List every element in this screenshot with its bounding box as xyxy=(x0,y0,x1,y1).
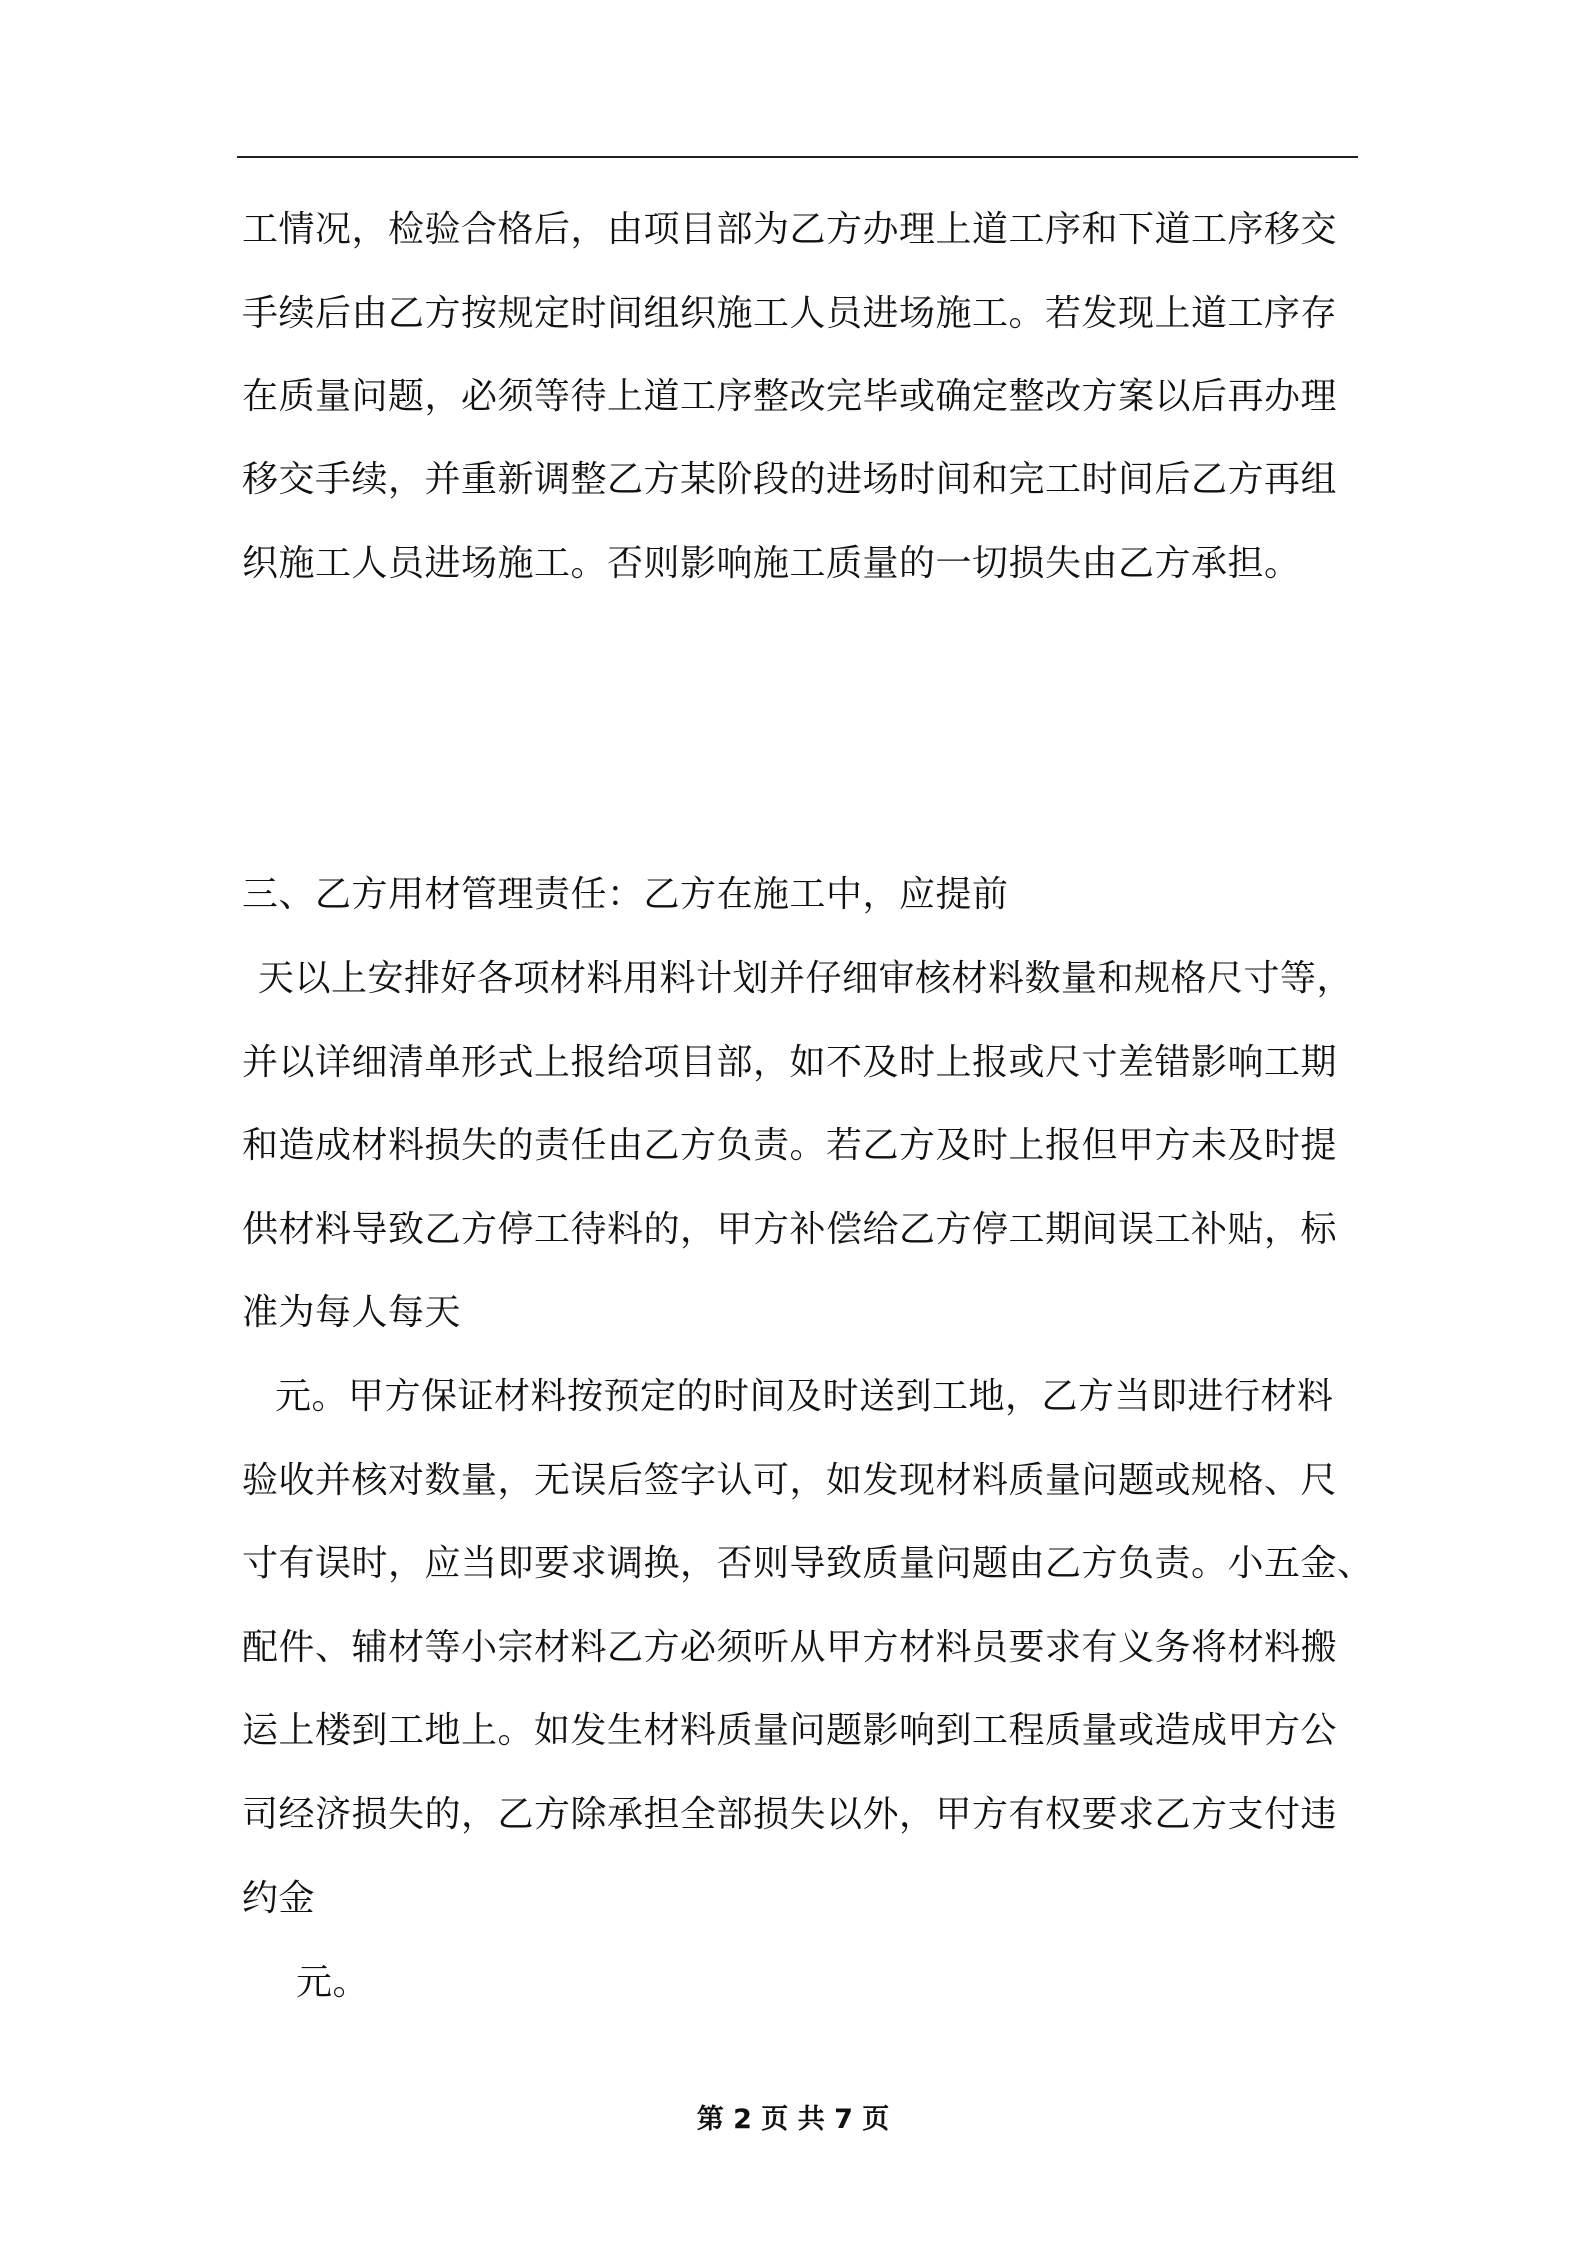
paragraph-line: 约金 xyxy=(242,1878,316,1919)
paragraph-line: 工情况，检验合格后，由项目部为乙方办理上道工序和下道工序移交 xyxy=(242,209,1338,250)
paragraph-line: 天以上安排好各项材料用料计划并仔细审核材料数量和规格尺寸等， xyxy=(258,958,1354,999)
paragraph-line: 并以详细清单形式上报给项目部，如不及时上报或尺寸差错影响工期 xyxy=(242,1042,1338,1083)
paragraph-line: 手续后由乙方按规定时间组织施工人员进场施工。若发现上道工序存 xyxy=(242,293,1338,334)
paragraph-line: 元。 xyxy=(296,1962,370,2003)
paragraph-line: 司经济损失的，乙方除承担全部损失以外，甲方有权要求乙方支付违 xyxy=(242,1794,1338,1835)
paragraph-line: 寸有误时，应当即要求调换，否则导致质量问题由乙方负责。小五金、 xyxy=(242,1543,1374,1584)
paragraph-line: 织施工人员进场施工。否则影响施工质量的一切损失由乙方承担。 xyxy=(242,543,1301,584)
paragraph-line: 供材料导致乙方停工待料的，甲方补偿给乙方停工期间误工补贴，标 xyxy=(242,1209,1338,1250)
paragraph-line: 配件、辅材等小宗材料乙方必须听从甲方材料员要求有义务将材料搬 xyxy=(242,1627,1338,1668)
paragraph-line: 和造成材料损失的责任由乙方负责。若乙方及时上报但甲方未及时提 xyxy=(242,1125,1338,1166)
section-heading: 三、乙方用材管理责任：乙方在施工中，应提前 xyxy=(242,874,1009,915)
header-rule xyxy=(237,156,1358,158)
paragraph-line: 准为每人每天 xyxy=(242,1292,462,1333)
paragraph-line: 运上楼到工地上。如发生材料质量问题影响到工程质量或造成甲方公 xyxy=(242,1710,1338,1751)
paragraph-line: 移交手续，并重新调整乙方某阶段的进场时间和完工时间后乙方再组 xyxy=(242,459,1338,500)
paragraph-line: 在质量问题，必须等待上道工序整改完毕或确定整改方案以后再办理 xyxy=(242,376,1338,417)
paragraph-line: 验收并核对数量，无误后签字认可，如发现材料质量问题或规格、尺 xyxy=(242,1460,1338,1501)
page-number: 第 2 页 共 7 页 xyxy=(696,2104,890,2135)
paragraph-line: 元。甲方保证材料按预定的时间及时送到工地，乙方当即进行材料 xyxy=(275,1376,1334,1417)
